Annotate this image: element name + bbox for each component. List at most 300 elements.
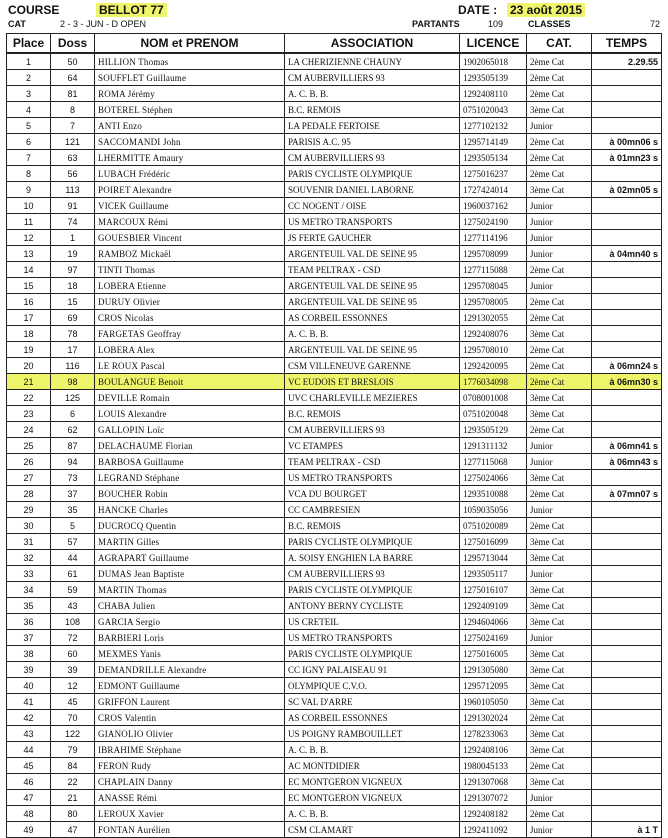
category-cell: 3ème Cat (527, 662, 592, 678)
rider-name-cell: MEXMES Yanis (95, 646, 285, 662)
association-cell: LA CHERIZIENNE CHAUNY (285, 53, 460, 70)
rider-name-cell: LOBERA Alex (95, 342, 285, 358)
rider-name-cell: BARBIERI Loris (95, 630, 285, 646)
place-cell: 35 (7, 598, 51, 614)
category-cell: 3ème Cat (527, 614, 592, 630)
association-cell: CC CAMBRESIEN (285, 502, 460, 518)
association-cell: SC VAL D'ARRE (285, 694, 460, 710)
time-cell: à 00mn06 s (592, 134, 662, 150)
time-cell (592, 70, 662, 86)
doss-cell: 57 (51, 534, 95, 550)
table-row (7, 294, 662, 310)
table-row (7, 86, 662, 102)
category-cell: Junior (527, 502, 592, 518)
association-cell: CM AUBERVILLIERS 93 (285, 150, 460, 166)
rider-name-cell: RAMBOZ Mickaël (95, 246, 285, 262)
rider-name-cell: LEGRAND Stéphane (95, 470, 285, 486)
time-cell: à 06mn41 s (592, 438, 662, 454)
header-partants-value: 109 (488, 19, 504, 29)
time-cell (592, 614, 662, 630)
licence-cell: 1275016099 (460, 534, 527, 550)
licence-cell: 1275024190 (460, 214, 527, 230)
rider-name-cell: ANASSE Rémi (95, 790, 285, 806)
doss-cell: 60 (51, 646, 95, 662)
header-classes-value: 72 (650, 19, 661, 29)
licence-cell: 0751020089 (460, 518, 527, 534)
table-row (7, 598, 662, 614)
category-cell: Junior (527, 278, 592, 294)
licence-cell: 0751020043 (460, 102, 527, 118)
place-cell: 26 (7, 454, 51, 470)
category-cell: 2ème Cat (527, 342, 592, 358)
time-cell (592, 118, 662, 134)
licence-cell: 1291302055 (460, 310, 527, 326)
association-cell: CSM CLAMART (285, 822, 460, 838)
doss-cell: 70 (51, 710, 95, 726)
time-cell (592, 646, 662, 662)
category-cell: Junior (527, 230, 592, 246)
place-cell: 16 (7, 294, 51, 310)
doss-cell: 113 (51, 182, 95, 198)
licence-cell: 1776034098 (460, 374, 527, 390)
licence-cell: 0751020048 (460, 406, 527, 422)
licence-cell: 1292409109 (460, 598, 527, 614)
time-cell (592, 390, 662, 406)
association-cell: CSM VILLENEUVE GARENNE (285, 358, 460, 374)
association-cell: US METRO TRANSPORTS (285, 630, 460, 646)
place-cell: 9 (7, 182, 51, 198)
time-cell (592, 518, 662, 534)
doss-cell: 12 (51, 678, 95, 694)
time-cell (592, 710, 662, 726)
association-cell: PARIS CYCLISTE OLYMPIQUE (285, 582, 460, 598)
time-cell (592, 582, 662, 598)
category-cell: 2ème Cat (527, 134, 592, 150)
time-cell: 2.29.55 (592, 53, 662, 70)
place-cell: 4 (7, 102, 51, 118)
header-cat-value: 2 - 3 - JUN - D OPEN (60, 19, 147, 29)
rider-name-cell: MARCOUX Rémi (95, 214, 285, 230)
category-cell: Junior (527, 246, 592, 262)
time-cell (592, 102, 662, 118)
association-cell: US METRO TRANSPORTS (285, 470, 460, 486)
time-cell (592, 742, 662, 758)
table-row (7, 550, 662, 566)
rider-name-cell: LUBACH Frédéric (95, 166, 285, 182)
association-cell: CC NOGENT / OISE (285, 198, 460, 214)
association-cell: JS FERTE GAUCHER (285, 230, 460, 246)
col-header-licence: LICENCE (460, 34, 527, 54)
licence-cell: 1292408110 (460, 86, 527, 102)
doss-cell: 59 (51, 582, 95, 598)
licence-cell: 1291302024 (460, 710, 527, 726)
doss-cell: 97 (51, 262, 95, 278)
place-cell: 39 (7, 662, 51, 678)
table-row (7, 646, 662, 662)
time-cell (592, 502, 662, 518)
doss-cell: 50 (51, 53, 95, 70)
category-cell: 3ème Cat (527, 726, 592, 742)
date-value-text: 23 août 2015 (507, 3, 585, 17)
place-cell: 25 (7, 438, 51, 454)
table-row (7, 502, 662, 518)
place-cell: 48 (7, 806, 51, 822)
licence-cell: 1291311132 (460, 438, 527, 454)
rider-name-cell: FARGETAS Geoffray (95, 326, 285, 342)
licence-cell: 1295708010 (460, 342, 527, 358)
category-cell: 3ème Cat (527, 598, 592, 614)
licence-cell: 1295714149 (460, 134, 527, 150)
category-cell: 3ème Cat (527, 678, 592, 694)
place-cell: 22 (7, 390, 51, 406)
table-row (7, 342, 662, 358)
category-cell: 2ème Cat (527, 53, 592, 70)
doss-cell: 56 (51, 166, 95, 182)
association-cell: PARIS CYCLISTE OLYMPIQUE (285, 534, 460, 550)
association-cell: VCA DU BOURGET (285, 486, 460, 502)
rider-name-cell: BOULANGUE Benoit (95, 374, 285, 390)
time-cell: à 02mn05 s (592, 182, 662, 198)
category-cell: 3ème Cat (527, 406, 592, 422)
table-row (7, 486, 662, 502)
time-cell: à 06mn43 s (592, 454, 662, 470)
doss-cell: 84 (51, 758, 95, 774)
time-cell (592, 326, 662, 342)
time-cell (592, 790, 662, 806)
table-row (7, 454, 662, 470)
doss-cell: 87 (51, 438, 95, 454)
time-cell: à 07mn07 s (592, 486, 662, 502)
rider-name-cell: CHABA Julien (95, 598, 285, 614)
rider-name-cell: GALLOPIN Loïc (95, 422, 285, 438)
licence-cell: 1292408182 (460, 806, 527, 822)
doss-cell: 121 (51, 134, 95, 150)
rider-name-cell: VICEK Guillaume (95, 198, 285, 214)
category-cell: 3ème Cat (527, 774, 592, 790)
table-row (7, 726, 662, 742)
place-cell: 40 (7, 678, 51, 694)
doss-cell: 72 (51, 630, 95, 646)
table-row (7, 518, 662, 534)
doss-cell: 63 (51, 150, 95, 166)
rider-name-cell: POIRET Alexandre (95, 182, 285, 198)
place-cell: 28 (7, 486, 51, 502)
table-row (7, 198, 662, 214)
doss-cell: 17 (51, 342, 95, 358)
category-cell: Junior (527, 454, 592, 470)
licence-cell: 1295708045 (460, 278, 527, 294)
licence-cell: 1960037162 (460, 198, 527, 214)
rider-name-cell: BOUCHER Robin (95, 486, 285, 502)
table-row (7, 742, 662, 758)
place-cell: 43 (7, 726, 51, 742)
place-cell: 12 (7, 230, 51, 246)
table-row (7, 246, 662, 262)
association-cell: PARISIS A.C. 95 (285, 134, 460, 150)
association-cell: TEAM PELTRAX - CSD (285, 454, 460, 470)
place-cell: 21 (7, 374, 51, 390)
doss-cell: 91 (51, 198, 95, 214)
place-cell: 1 (7, 53, 51, 70)
time-cell (592, 166, 662, 182)
table-row (7, 134, 662, 150)
table-row (7, 534, 662, 550)
association-cell: ARGENTEUIL VAL DE SEINE 95 (285, 294, 460, 310)
doss-cell: 78 (51, 326, 95, 342)
doss-cell: 108 (51, 614, 95, 630)
licence-cell: 1292408106 (460, 742, 527, 758)
col-header-category: CAT. (527, 34, 592, 54)
place-cell: 33 (7, 566, 51, 582)
place-cell: 49 (7, 822, 51, 838)
rider-name-cell: LOUIS Alexandre (95, 406, 285, 422)
time-cell (592, 470, 662, 486)
licence-cell: 1293505117 (460, 566, 527, 582)
association-cell: CM AUBERVILLIERS 93 (285, 422, 460, 438)
licence-cell: 1275016237 (460, 166, 527, 182)
licence-cell: 1275024169 (460, 630, 527, 646)
header-partants-label: PARTANTS (412, 19, 460, 29)
licence-cell: 1295712095 (460, 678, 527, 694)
category-cell: 2ème Cat (527, 294, 592, 310)
place-cell: 37 (7, 630, 51, 646)
time-cell (592, 758, 662, 774)
category-cell: 2ème Cat (527, 422, 592, 438)
rider-name-cell: FONTAN Aurélien (95, 822, 285, 838)
association-cell: A. C. B. B. (285, 86, 460, 102)
time-cell (592, 630, 662, 646)
category-cell: Junior (527, 438, 592, 454)
association-cell: ARGENTEUIL VAL DE SEINE 95 (285, 342, 460, 358)
category-cell: 2ème Cat (527, 70, 592, 86)
category-cell: 3ème Cat (527, 694, 592, 710)
rider-name-cell: CROS Nicolas (95, 310, 285, 326)
licence-cell: 1293505139 (460, 70, 527, 86)
place-cell: 17 (7, 310, 51, 326)
rider-name-cell: DEMANDRILLE Alexandre (95, 662, 285, 678)
association-cell: EC MONTGERON VIGNEUX (285, 790, 460, 806)
table-row (7, 614, 662, 630)
doss-cell: 1 (51, 230, 95, 246)
doss-cell: 37 (51, 486, 95, 502)
association-cell: ARGENTEUIL VAL DE SEINE 95 (285, 246, 460, 262)
category-cell: 2ème Cat (527, 150, 592, 166)
doss-cell: 73 (51, 470, 95, 486)
rider-name-cell: ROMA Jérémy (95, 86, 285, 102)
doss-cell: 74 (51, 214, 95, 230)
time-cell: à 06mn24 s (592, 358, 662, 374)
doss-cell: 64 (51, 70, 95, 86)
time-cell (592, 534, 662, 550)
table-row (7, 774, 662, 790)
category-cell: 3ème Cat (527, 470, 592, 486)
licence-cell: 1275016107 (460, 582, 527, 598)
col-header-name: NOM et PRENOM (95, 34, 285, 54)
table-row (7, 118, 662, 134)
association-cell: OLYMPIQUE C.V.O. (285, 678, 460, 694)
header-course-label: COURSE (8, 3, 60, 17)
header-course-name (96, 3, 167, 17)
place-cell: 31 (7, 534, 51, 550)
association-cell: ARGENTEUIL VAL DE SEINE 95 (285, 278, 460, 294)
licence-cell: 1277102132 (460, 118, 527, 134)
licence-cell: 1277114196 (460, 230, 527, 246)
table-row (7, 662, 662, 678)
table-row (7, 230, 662, 246)
place-cell: 36 (7, 614, 51, 630)
doss-cell: 81 (51, 86, 95, 102)
association-cell: US CRETEIL (285, 614, 460, 630)
time-cell (592, 598, 662, 614)
association-cell: AC MONTDIDIER (285, 758, 460, 774)
time-cell: à 01mn23 s (592, 150, 662, 166)
association-cell: B.C. REMOIS (285, 102, 460, 118)
doss-cell: 45 (51, 694, 95, 710)
table-row (7, 262, 662, 278)
doss-cell: 6 (51, 406, 95, 422)
category-cell: 2ème Cat (527, 166, 592, 182)
time-cell (592, 550, 662, 566)
time-cell (592, 422, 662, 438)
rider-name-cell: FERON Rudy (95, 758, 285, 774)
category-cell: 3ème Cat (527, 390, 592, 406)
association-cell: EC MONTGERON VIGNEUX (285, 774, 460, 790)
licence-cell: 1291305080 (460, 662, 527, 678)
place-cell: 14 (7, 262, 51, 278)
rider-name-cell: LE ROUX Pascal (95, 358, 285, 374)
col-header-doss: Doss (51, 34, 95, 54)
licence-cell: 1293505134 (460, 150, 527, 166)
time-cell (592, 262, 662, 278)
licence-cell: 1294604066 (460, 614, 527, 630)
table-row (7, 358, 662, 374)
time-cell (592, 694, 662, 710)
header-row (7, 34, 662, 54)
licence-cell: 1727424014 (460, 182, 527, 198)
place-cell: 18 (7, 326, 51, 342)
category-cell: 3ème Cat (527, 646, 592, 662)
place-cell: 6 (7, 134, 51, 150)
association-cell: A. C. B. B. (285, 326, 460, 342)
time-cell (592, 278, 662, 294)
place-cell: 29 (7, 502, 51, 518)
doss-cell: 94 (51, 454, 95, 470)
table-row (7, 422, 662, 438)
category-cell: Junior (527, 566, 592, 582)
category-cell: Junior (527, 118, 592, 134)
category-cell: 3ème Cat (527, 534, 592, 550)
rider-name-cell: CROS Valentin (95, 710, 285, 726)
category-cell: 2ème Cat (527, 758, 592, 774)
rider-name-cell: EDMONT Guillaume (95, 678, 285, 694)
licence-cell: 1293505129 (460, 422, 527, 438)
rider-name-cell: LHERMITTE Amaury (95, 150, 285, 166)
header-date-value (507, 3, 585, 17)
time-cell (592, 294, 662, 310)
licence-cell: 1292411092 (460, 822, 527, 838)
place-cell: 3 (7, 86, 51, 102)
licence-cell: 1291307068 (460, 774, 527, 790)
association-cell: TEAM PELTRAX - CSD (285, 262, 460, 278)
doss-cell: 61 (51, 566, 95, 582)
header-classes-label: CLASSES (528, 19, 571, 29)
doss-cell: 39 (51, 662, 95, 678)
association-cell: CM AUBERVILLIERS 93 (285, 70, 460, 86)
table-row (7, 406, 662, 422)
doss-cell: 18 (51, 278, 95, 294)
licence-cell: 1059035056 (460, 502, 527, 518)
place-cell: 32 (7, 550, 51, 566)
time-cell: à 04mn40 s (592, 246, 662, 262)
table-row (7, 678, 662, 694)
table-row (7, 150, 662, 166)
doss-cell: 80 (51, 806, 95, 822)
doss-cell: 7 (51, 118, 95, 134)
doss-cell: 98 (51, 374, 95, 390)
licence-cell: 1295708099 (460, 246, 527, 262)
rider-name-cell: MARTIN Gilles (95, 534, 285, 550)
time-cell: à 06mn30 s (592, 374, 662, 390)
time-cell (592, 310, 662, 326)
doss-cell: 5 (51, 518, 95, 534)
time-cell (592, 774, 662, 790)
time-cell (592, 86, 662, 102)
doss-cell: 44 (51, 550, 95, 566)
time-cell (592, 806, 662, 822)
category-cell: 2ème Cat (527, 374, 592, 390)
table-row (7, 758, 662, 774)
category-cell: 3ème Cat (527, 182, 592, 198)
place-cell: 2 (7, 70, 51, 86)
rider-name-cell: DUMAS Jean Baptiste (95, 566, 285, 582)
place-cell: 27 (7, 470, 51, 486)
place-cell: 38 (7, 646, 51, 662)
table-row (7, 214, 662, 230)
licence-cell: 1293510088 (460, 486, 527, 502)
rider-name-cell: IBRAHIME Stéphane (95, 742, 285, 758)
place-cell: 47 (7, 790, 51, 806)
place-cell: 30 (7, 518, 51, 534)
place-cell: 20 (7, 358, 51, 374)
association-cell: AS CORBEIL ESSONNES (285, 710, 460, 726)
doss-cell: 62 (51, 422, 95, 438)
col-header-association: ASSOCIATION (285, 34, 460, 54)
place-cell: 13 (7, 246, 51, 262)
association-cell: A. SOISY ENGHIEN LA BARRE (285, 550, 460, 566)
association-cell: PARIS CYCLISTE OLYMPIQUE (285, 166, 460, 182)
association-cell: ANTONY BERNY CYCLISTE (285, 598, 460, 614)
doss-cell: 35 (51, 502, 95, 518)
category-cell: 2ème Cat (527, 358, 592, 374)
time-cell (592, 726, 662, 742)
category-cell: Junior (527, 198, 592, 214)
rider-name-cell: TINTI Thomas (95, 262, 285, 278)
category-cell: 2ème Cat (527, 262, 592, 278)
association-cell: VC EUDOIS ET BRESLOIS (285, 374, 460, 390)
table-row (7, 374, 662, 390)
table-row (7, 182, 662, 198)
association-cell: SOUVENIR DANIEL LABORNE (285, 182, 460, 198)
licence-cell: 1275024066 (460, 470, 527, 486)
category-cell: 2ème Cat (527, 710, 592, 726)
association-cell: PARIS CYCLISTE OLYMPIQUE (285, 646, 460, 662)
association-cell: UVC CHARLEVILLE MEZIERES (285, 390, 460, 406)
doss-cell: 116 (51, 358, 95, 374)
licence-cell: 0708001008 (460, 390, 527, 406)
doss-cell: 47 (51, 822, 95, 838)
table-row (7, 566, 662, 582)
table-row (7, 582, 662, 598)
